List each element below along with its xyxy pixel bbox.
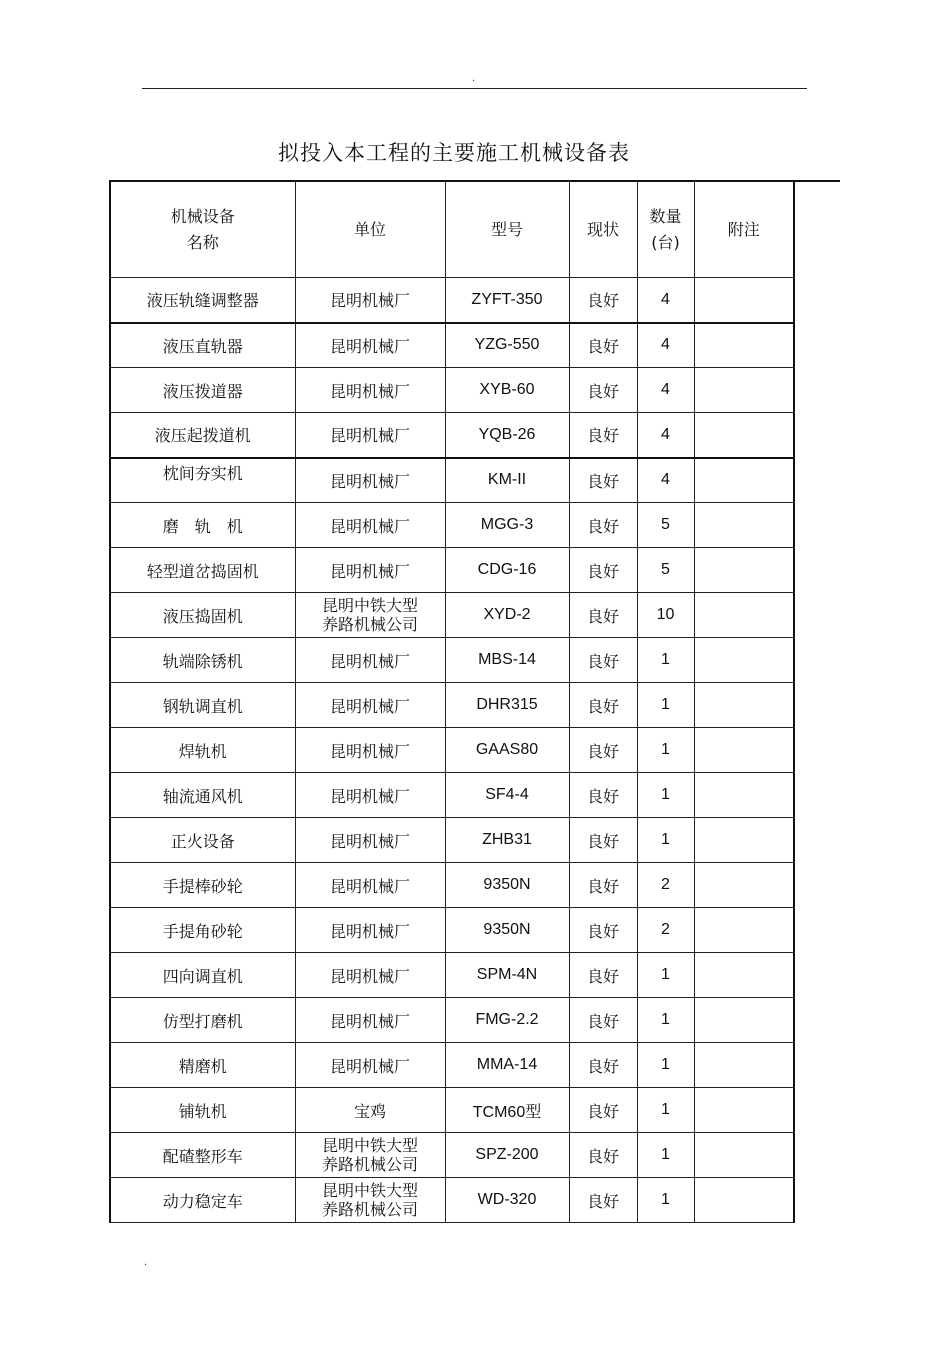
cell-model: KM-II [445, 458, 569, 503]
table-row [110, 1088, 794, 1133]
header-note: 附注 [694, 181, 794, 278]
table-row [110, 593, 794, 638]
cell-name: 轻型道岔捣固机 [110, 548, 295, 593]
table-row [110, 728, 794, 773]
cell-note [694, 413, 794, 458]
cell-unit: 昆明机械厂 [295, 458, 445, 503]
cell-name: 正火设备 [110, 818, 295, 863]
cell-unit: 昆明机械厂 [295, 818, 445, 863]
cell-status: 良好 [569, 1088, 637, 1133]
cell-quantity: 4 [637, 458, 694, 503]
cell-status: 良好 [569, 368, 637, 413]
table-row [110, 548, 794, 593]
cell-model: 9350N [445, 863, 569, 908]
cell-quantity: 1 [637, 638, 694, 683]
cell-name: 枕间夯实机 [110, 458, 295, 503]
cell-note [694, 953, 794, 998]
cell-unit: 昆明机械厂 [295, 1043, 445, 1088]
cell-unit: 昆明机械厂 [295, 863, 445, 908]
cell-unit: 昆明机械厂 [295, 278, 445, 323]
cell-unit: 昆明机械厂 [295, 953, 445, 998]
cell-status: 良好 [569, 503, 637, 548]
cell-status: 良好 [569, 1043, 637, 1088]
table-row [110, 503, 794, 548]
cell-quantity: 5 [637, 503, 694, 548]
cell-status: 良好 [569, 953, 637, 998]
cell-note [694, 503, 794, 548]
cell-name: 磨 轨 机 [110, 503, 295, 548]
cell-unit: 昆明机械厂 [295, 323, 445, 368]
cell-note [694, 1133, 794, 1178]
table-row [110, 323, 794, 368]
bottom-mark: . [144, 1257, 148, 1268]
cell-status: 良好 [569, 908, 637, 953]
cell-name: 液压轨缝调整器 [110, 278, 295, 323]
table-row [110, 1178, 794, 1223]
cell-note [694, 593, 794, 638]
cell-unit: 昆明机械厂 [295, 503, 445, 548]
cell-name: 手提角砂轮 [110, 908, 295, 953]
cell-quantity: 4 [637, 323, 694, 368]
cell-name: 焊轨机 [110, 728, 295, 773]
cell-quantity: 1 [637, 773, 694, 818]
cell-status: 良好 [569, 998, 637, 1043]
cell-quantity: 4 [637, 368, 694, 413]
cell-status: 良好 [569, 323, 637, 368]
cell-status: 良好 [569, 683, 637, 728]
cell-status: 良好 [569, 1133, 637, 1178]
cell-model: MMA-14 [445, 1043, 569, 1088]
cell-note [694, 368, 794, 413]
cell-note [694, 773, 794, 818]
cell-unit: 宝鸡 [295, 1088, 445, 1133]
cell-model: CDG-16 [445, 548, 569, 593]
cell-unit: 昆明机械厂 [295, 998, 445, 1043]
header-model: 型号 [445, 181, 569, 278]
table-top-rule-extension [793, 180, 840, 182]
cell-status: 良好 [569, 593, 637, 638]
cell-note [694, 728, 794, 773]
cell-quantity: 2 [637, 908, 694, 953]
cell-model: XYD-2 [445, 593, 569, 638]
cell-model: SPZ-200 [445, 1133, 569, 1178]
cell-quantity: 1 [637, 1133, 694, 1178]
table-row [110, 278, 794, 323]
cell-unit: 昆明机械厂 [295, 368, 445, 413]
cell-name: 钢轨调直机 [110, 683, 295, 728]
cell-model: YQB-26 [445, 413, 569, 458]
cell-status: 良好 [569, 413, 637, 458]
cell-note [694, 998, 794, 1043]
cell-quantity: 1 [637, 1088, 694, 1133]
cell-model: ZYFT-350 [445, 278, 569, 323]
cell-unit: 昆明机械厂 [295, 728, 445, 773]
table-row [110, 458, 794, 503]
cell-quantity: 1 [637, 683, 694, 728]
cell-quantity: 2 [637, 863, 694, 908]
cell-quantity: 4 [637, 278, 694, 323]
cell-model: XYB-60 [445, 368, 569, 413]
cell-quantity: 1 [637, 953, 694, 998]
table-row [110, 773, 794, 818]
equipment-table [109, 180, 795, 1223]
cell-note [694, 683, 794, 728]
cell-quantity: 10 [637, 593, 694, 638]
table-row [110, 638, 794, 683]
cell-model: SPM-4N [445, 953, 569, 998]
cell-model: SF4-4 [445, 773, 569, 818]
cell-name: 轨端除锈机 [110, 638, 295, 683]
cell-quantity: 1 [637, 998, 694, 1043]
cell-name: 液压拨道器 [110, 368, 295, 413]
table-row [110, 1133, 794, 1178]
cell-model: TCM60型 [445, 1088, 569, 1133]
cell-status: 良好 [569, 638, 637, 683]
cell-unit: 昆明中铁大型 养路机械公司 [295, 1178, 445, 1223]
cell-status: 良好 [569, 818, 637, 863]
cell-note [694, 1043, 794, 1088]
cell-model: GAAS80 [445, 728, 569, 773]
cell-status: 良好 [569, 773, 637, 818]
cell-name: 动力稳定车 [110, 1178, 295, 1223]
cell-quantity: 4 [637, 413, 694, 458]
table-row [110, 908, 794, 953]
cell-note [694, 323, 794, 368]
cell-unit: 昆明机械厂 [295, 413, 445, 458]
cell-note [694, 818, 794, 863]
cell-unit: 昆明机械厂 [295, 773, 445, 818]
cell-name: 液压直轨器 [110, 323, 295, 368]
cell-model: WD-320 [445, 1178, 569, 1223]
cell-quantity: 5 [637, 548, 694, 593]
cell-unit: 昆明中铁大型 养路机械公司 [295, 1133, 445, 1178]
cell-name: 轴流通风机 [110, 773, 295, 818]
cell-quantity: 1 [637, 818, 694, 863]
header-unit: 单位 [295, 181, 445, 278]
cell-name: 液压捣固机 [110, 593, 295, 638]
top-mark: . [472, 73, 476, 84]
header-status: 现状 [569, 181, 637, 278]
cell-name: 铺轨机 [110, 1088, 295, 1133]
cell-note [694, 1088, 794, 1133]
table-row [110, 1043, 794, 1088]
cell-note [694, 638, 794, 683]
cell-status: 良好 [569, 1178, 637, 1223]
cell-unit: 昆明机械厂 [295, 683, 445, 728]
cell-model: MBS-14 [445, 638, 569, 683]
cell-note [694, 278, 794, 323]
cell-model: YZG-550 [445, 323, 569, 368]
page-title: 拟投入本工程的主要施工机械设备表 [278, 141, 630, 165]
table-header-row [110, 181, 794, 278]
cell-note [694, 458, 794, 503]
cell-name: 仿型打磨机 [110, 998, 295, 1043]
cell-name: 配碴整形车 [110, 1133, 295, 1178]
cell-status: 良好 [569, 278, 637, 323]
table-row [110, 998, 794, 1043]
header-quantity: 数量 (台) [637, 181, 694, 278]
table-row [110, 413, 794, 458]
cell-status: 良好 [569, 863, 637, 908]
cell-unit: 昆明机械厂 [295, 548, 445, 593]
cell-note [694, 548, 794, 593]
cell-model: ZHB31 [445, 818, 569, 863]
table-row [110, 953, 794, 998]
table-row [110, 368, 794, 413]
cell-quantity: 1 [637, 1043, 694, 1088]
table-row [110, 818, 794, 863]
cell-note [694, 863, 794, 908]
cell-name: 精磨机 [110, 1043, 295, 1088]
cell-note [694, 1178, 794, 1223]
table-row [110, 683, 794, 728]
cell-status: 良好 [569, 728, 637, 773]
cell-model: FMG-2.2 [445, 998, 569, 1043]
cell-unit: 昆明机械厂 [295, 908, 445, 953]
cell-status: 良好 [569, 458, 637, 503]
cell-note [694, 908, 794, 953]
cell-quantity: 1 [637, 1178, 694, 1223]
cell-model: MGG-3 [445, 503, 569, 548]
cell-name: 手提棒砂轮 [110, 863, 295, 908]
cell-status: 良好 [569, 548, 637, 593]
cell-quantity: 1 [637, 728, 694, 773]
cell-unit: 昆明中铁大型 养路机械公司 [295, 593, 445, 638]
cell-name: 四向调直机 [110, 953, 295, 998]
header-name: 机械设备 名称 [110, 181, 295, 278]
table-row [110, 863, 794, 908]
cell-unit: 昆明机械厂 [295, 638, 445, 683]
cell-model: DHR315 [445, 683, 569, 728]
cell-name: 液压起拨道机 [110, 413, 295, 458]
header-rule [142, 88, 807, 89]
cell-model: 9350N [445, 908, 569, 953]
